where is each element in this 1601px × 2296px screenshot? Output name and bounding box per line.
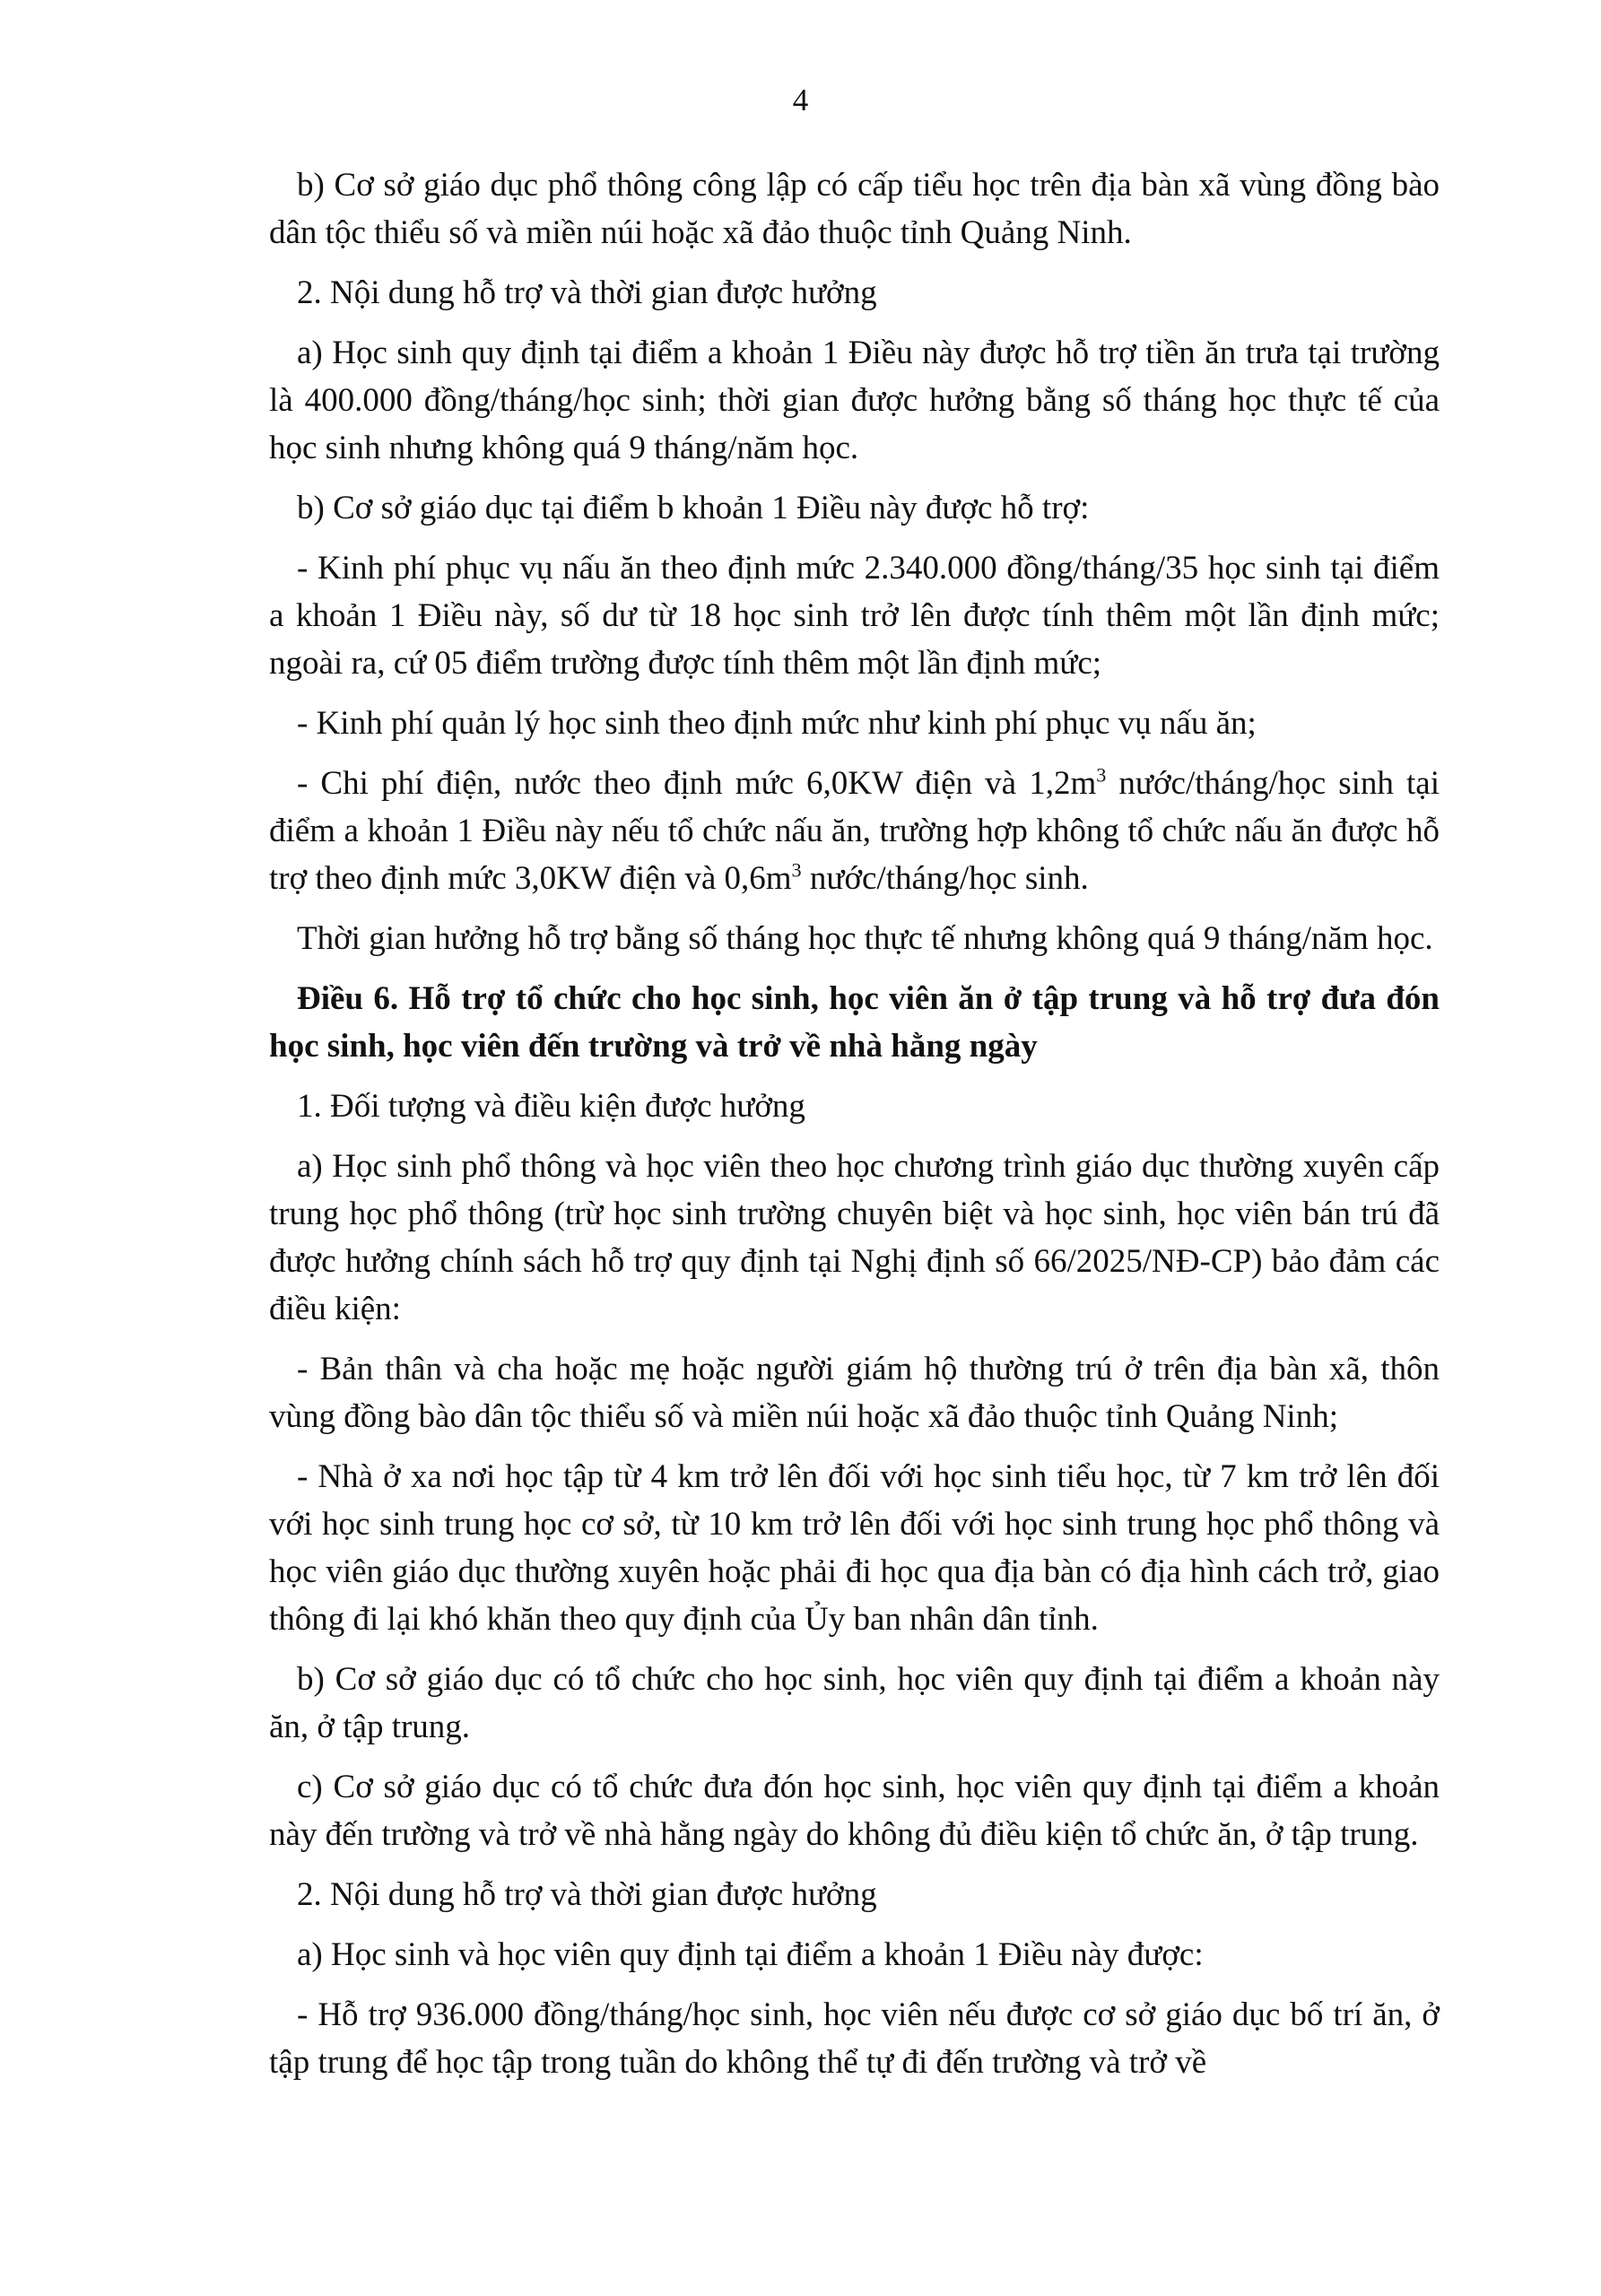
page-number: 4 — [792, 83, 809, 117]
paragraph: b) Cơ sở giáo dục tại điểm b khoản 1 Điều này được hỗ trợ: — [297, 490, 1090, 526]
list-item: - Kinh phí phục vụ nấu ăn theo định mức 2.340.000 đồng/tháng/35 học sinh tại điểm a khoản 1 Điều này, số dư từ 18 học sinh trở lên được tính thêm một lần định mức; ngoài ra, cứ 05 điểm trường được tính thêm một lần định mức; — [269, 550, 1440, 682]
text-segment: nước/tháng/học sinh tại điểm a khoản 1 Điều này nếu tổ chức nấu ăn, trường hợp không tổ chức nấu ăn được hỗ trợ theo định mức 3,0KW điện và 0,6m — [269, 765, 1440, 897]
section-subheading: 2. Nội dung hỗ trợ và thời gian được hưởng — [297, 1876, 877, 1913]
paragraph: a) Học sinh quy định tại điểm a khoản 1 Điều này được hỗ trợ tiền ăn trưa tại trường là 400.000 đồng/tháng/học sinh; thời gian được hưởng bằng số tháng học thực tế của học sinh nhưng không quá 9 tháng/năm học. — [269, 335, 1440, 466]
list-item — [269, 760, 1440, 902]
section-subheading: 2. Nội dung hỗ trợ và thời gian được hưởng — [297, 274, 877, 311]
paragraph: b) Cơ sở giáo dục có tổ chức cho học sinh, học viên quy định tại điểm a khoản này ăn, ở tập trung. — [269, 1661, 1440, 1745]
list-item: - Hỗ trợ 936.000 đồng/tháng/học sinh, học viên nếu được cơ sở giáo dục bố trí ăn, ở tập trung để học tập trong tuần do không thể tự đi đến trường và trở về — [269, 1996, 1440, 2081]
paragraph: b) Cơ sở giáo dục phổ thông công lập có cấp tiểu học trên địa bàn xã vùng đồng bào dân tộc thiểu số và miền núi hoặc xã đảo thuộc tỉnh Quảng Ninh. — [269, 167, 1440, 251]
list-item: - Kinh phí quản lý học sinh theo định mức như kinh phí phục vụ nấu ăn; — [297, 705, 1257, 742]
text-segment: nước/tháng/học sinh. — [801, 860, 1089, 897]
paragraph: Thời gian hưởng hỗ trợ bằng số tháng học thực tế nhưng không quá 9 tháng/năm học. — [297, 920, 1433, 957]
superscript: 3 — [1096, 763, 1107, 787]
paragraph: c) Cơ sở giáo dục có tổ chức đưa đón học sinh, học viên quy định tại điểm a khoản này đến trường và trở về nhà hằng ngày do không đủ điều kiện tổ chức ăn, ở tập trung. — [269, 1769, 1440, 1853]
document-body — [269, 161, 1440, 2099]
section-subheading: 1. Đối tượng và điều kiện được hưởng — [297, 1088, 805, 1125]
paragraph: a) Học sinh và học viên quy định tại điểm a khoản 1 Điều này được: — [297, 1936, 1204, 1973]
list-item: - Bản thân và cha hoặc mẹ hoặc người giám hộ thường trú ở trên địa bàn xã, thôn vùng đồng bào dân tộc thiểu số và miền núi hoặc xã đảo thuộc tỉnh Quảng Ninh; — [269, 1351, 1440, 1435]
paragraph: a) Học sinh phổ thông và học viên theo học chương trình giáo dục thường xuyên cấp trung học phổ thông (trừ học sinh trường chuyên biệt và học sinh, học viên bán trú đã được hưởng chính sách hỗ trợ quy định tại Nghị định số 66/2025/NĐ-CP) bảo đảm các điều kiện: — [269, 1148, 1440, 1327]
superscript: 3 — [791, 858, 802, 882]
article-heading: Điều 6. Hỗ trợ tổ chức cho học sinh, học viên ăn ở tập trung và hỗ trợ đưa đón học sinh, học viên đến trường và trở về nhà hằng ngày — [269, 980, 1440, 1065]
list-item: - Nhà ở xa nơi học tập từ 4 km trở lên đối với học sinh tiểu học, từ 7 km trở lên đối với học sinh trung học cơ sở, từ 10 km trở lên đối với học sinh trung học phổ thông và học viên giáo dục thường xuyên hoặc phải đi học qua địa bàn có địa hình cách trở, giao thông đi lại khó khăn theo quy định của Ủy ban nhân dân tỉnh. — [269, 1458, 1440, 1638]
text-segment: - Chi phí điện, nước theo định mức 6,0KW điện và 1,2m — [297, 765, 1097, 802]
